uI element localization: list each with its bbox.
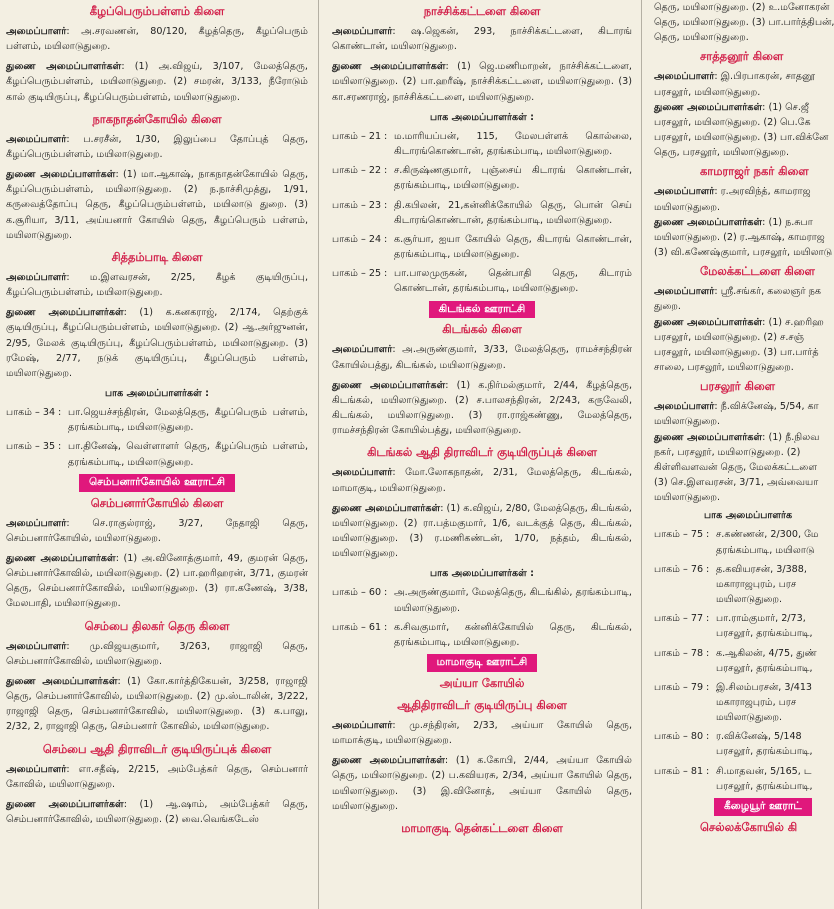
ward-member-line: தரங்கம்பாடி, மயிலாடு: [716, 544, 815, 556]
member-entry: [6, 762, 308, 792]
ward-entry: [332, 232, 632, 262]
member-details: : (1) க.விஜய், 2/80, மேலத்தெரு, கிடங்கல், மயிலாடுதுறை. (2) ரா.பத்மகுமார், 1/6, வடக்குத் தெரு, கிடங்கல், மயிலாடுதுறை. (3) ர.மணிகண்டன், 1/70, நத்தம், கிடங்கல், மயிலாடுதுறை.: [332, 502, 632, 560]
member-entry: [332, 465, 632, 495]
ward-member: தி.கபிலன், 21,கன்னிக்கோயில் தெரு, பொன் செய் கிடாரங்கொண்டான், தரங்கம்பாடி, மயிலாடுதுறை.: [394, 199, 632, 226]
section-heading: செல்லக்கோயில் கி: [700, 819, 798, 834]
line-text: தெரு, மயிலாடுதுறை. (2) உ.மனோகரன்: [654, 2, 830, 13]
role-label: அமைப்பாளர்: [332, 467, 393, 479]
line-text: மயிலாடுதுறை.: [654, 492, 721, 504]
ward-number: பாகம் – 75: [654, 529, 704, 541]
text-line: [654, 360, 800, 375]
ward-entry: [332, 198, 632, 228]
role-label: அமைப்பாளர்: [654, 286, 715, 298]
role-label: துணை அமைப்பாளர்கள்: [332, 755, 445, 767]
line-text: : இ.பிரபாகரன், சாதனூ: [714, 71, 816, 83]
ward-number: பாகம் – 78: [654, 647, 704, 659]
member-details: : (1) அ.வினோத்குமார், 49, குமரன் தெரு, செம்பனார்கோவில், மயிலாடுதுறை. (2) பா.ஹரிஹரன், 3/71, குமரன் தெரு, செம்பனார்கோவில், மயிலாடுதுறை. (3) ரா.கணேஷ், 3/38, மேலபாதி, மயிலாடுதுறை.: [6, 553, 308, 610]
text-line: [654, 445, 800, 460]
panchayat-banner: [332, 301, 632, 319]
text-line: [654, 230, 825, 245]
role-label: அமைப்பாளர்: [332, 26, 393, 38]
section-heading: மாமாகுடி தென்கட்டளை கிளை: [401, 820, 563, 835]
member-details: : ப.சரசீன், 1/30, இலுப்பை தோப்புத் தெரு, கீழப்பெரும்பள்ளம், மயிலாடுதுறை.: [6, 133, 308, 160]
member-entry: [332, 59, 632, 104]
line-text: தெரு, பரசலூர், மயிலாடுதுறை.: [654, 147, 790, 159]
subheading: பாக அமைப்பாளர்கள் :: [104, 388, 210, 400]
member-entry: [332, 501, 632, 562]
panchayat-banner-label: கிடங்கல் ஊராட்சி: [429, 301, 536, 319]
section-heading: கீழப்பெரும்பள்ளம் கிளை: [89, 4, 225, 18]
role-label: துணை அமைப்பாளர்கள்: [654, 101, 763, 113]
role-label: அமைப்பாளர்: [6, 271, 67, 283]
line-text: மயிலாடுதுறை.: [654, 201, 721, 213]
line-text: : (1) ச.ஹரிஹ: [762, 316, 824, 328]
ward-member-line: இ.சிலம்பரசன், 3/413: [716, 681, 813, 693]
line-text: சாலை, பரசலூர், மயிலாடுதுறை.: [654, 362, 794, 374]
line-text: : (1) ந.சுபா: [762, 216, 813, 228]
text-line: [654, 345, 819, 360]
text-line: [654, 245, 833, 260]
ward-number: பாகம் – 61: [332, 621, 382, 633]
text-line: [654, 184, 811, 199]
text-line: [654, 30, 800, 45]
role-label: துணை அமைப்பாளர்கள்: [332, 61, 446, 73]
ward-entry: [654, 764, 813, 794]
section-heading: கிடங்கல் கிளை: [442, 322, 522, 337]
line-text: : ஸ்ரீ.சங்கர், கலைஞர் நக: [714, 286, 822, 298]
ward-colon: :: [706, 563, 710, 575]
ward-member: பா.ஜெயச்சந்திரன், மேலத்தெரு, கீழப்பெரும் பள்ளம், தரங்கம்பாடி, மயிலாடுதுறை.: [68, 407, 308, 434]
member-entry: [332, 24, 632, 54]
ward-member: [716, 646, 817, 676]
text-line: [654, 69, 816, 84]
ward-colon: :: [384, 621, 388, 633]
line-text: (3) செ.இளவரசன், 3/71, அவ்வையா: [654, 476, 819, 488]
role-label: துணை அமைப்பாளர்கள்: [654, 431, 763, 443]
ward-number: பாகம் – 34: [6, 407, 56, 419]
ward-member: [716, 729, 813, 759]
ward-colon: :: [706, 613, 710, 625]
line-text: கிள்ளிவளவன் தெரு, மேலக்கட்டளை: [654, 461, 817, 473]
ward-member-line: ர.விக்னேஷ், 5/148: [716, 731, 802, 743]
panchayat-banner: [654, 798, 800, 816]
ward-member-line: த.கவியரசன், 3/388,: [716, 563, 807, 575]
ward-entry: [654, 646, 817, 676]
ward-number: பாகம் – 76: [654, 563, 704, 575]
ward-colon: :: [384, 268, 388, 280]
ward-member: ச.கிருஷ்ணகுமார், புஞ்சைய் கிடாரங் கொண்டான், தரங்கம்பாடி, மயிலாடுதுறை.: [394, 165, 632, 192]
role-label: துணை அமைப்பாளர்கள்: [654, 316, 763, 328]
role-label: அமைப்பாளர்: [6, 26, 67, 38]
panchayat-banner-label: செம்பனார்கோயில் ஊராட்சி: [79, 474, 235, 492]
member-details: : (1) க.நிர்மல்குமார், 2/44, கீழத்தெரு, கிடங்கல், மயிலாடுதுறை. (2) ச.பாலசந்திரன், 2/243, கருவேலி, கிடங்கல், மயிலாடுதுறை. (3) ரா.ராஜ்கண்ணு, மேலத்தெரு, ராமச்சந்திரன் கோயில்பத்து, மயிலாடுதுறை.: [332, 379, 632, 437]
section-heading: நாகநாதன்கோயில் கிளை: [92, 111, 222, 126]
ward-member-line: சி.மாதவன், 5/165, ட: [716, 765, 812, 777]
ward-number: பாகம் – 77: [654, 613, 704, 625]
ward-colon: :: [384, 233, 388, 245]
line-text: : ர.அரவிந்த், காமராஜ: [714, 186, 811, 198]
member-details: : (1) ஆ.ஷாம், அம்பேத்கர் தெரு, செம்பனார்கோவில், மயிலாடுதுறை. (2) வை.வெங்கடேஸ்: [6, 798, 308, 826]
text-line: [654, 414, 800, 429]
ward-colon: :: [384, 199, 388, 211]
member-details: : மு.சந்திரன், 2/33, அய்யா கோயில் தெரு, மாமாக்குடி, மயிலாடுதுறை.: [332, 720, 632, 747]
line-text: (3) வி.கணேஷ்குமார், பரசலூர், மயிலாடு: [654, 247, 833, 259]
ward-member-line: மயிலாடுதுறை.: [716, 712, 783, 724]
member-details: : (1) மா.ஆகாஷ், நாகநாதன்கோயில் தெரு, கீழப்பெரும்பள்ளம், மயிலாடுதுறை. (2) ந.நாச்சிமுத்து, 1/91, கருவைத்தோப்பு தெரு, கீழப்பெரும்பள்ளம், மயிலாடு துறை. (3) க.சூரியா, 3/11, அய்யனார் கோயில் தெரு, கீழப்பெரும் பள்ளம், மயிலாடுதுறை.: [6, 169, 308, 241]
ward-entry: [332, 129, 632, 159]
ward-colon: :: [384, 130, 388, 142]
text-line: [654, 430, 820, 445]
ward-entry: [654, 562, 807, 607]
panchayat-banner: [332, 654, 632, 672]
column-divider: [641, 0, 642, 909]
ward-member-line: மகாராஜபுரம், பரச: [716, 578, 797, 590]
member-details: : அ.சரவணன், 80/120, கீழத்தெரு, கீழப்பெரும் பள்ளம், மயிலாடுதுறை.: [6, 26, 308, 53]
member-entry: [332, 378, 632, 439]
text-line: [654, 399, 819, 414]
role-label: துணை அமைப்பாளர்கள்: [6, 307, 124, 319]
ward-colon: :: [384, 587, 388, 599]
text-line: [654, 490, 800, 505]
member-details: : செ.ராகுல்ராஜ், 3/27, நேதாஜி தெரு, செம்பனார்கோயில், மயிலாடுதுறை.: [6, 517, 308, 544]
line-text: தெரு, மயிலாடுதுறை. (3) பா.பார்த்திபன்,: [654, 17, 834, 29]
section-heading: நாச்சிக்கட்டளை கிளை: [423, 4, 541, 18]
line-text: பரசலூர், மயிலாடுதுறை. (3) பா.பார்த்: [654, 346, 819, 358]
ward-member-line: ச.கண்ணன், 2/300, மே: [716, 529, 819, 541]
ward-number: பாகம் – 79: [654, 681, 704, 693]
ward-colon: :: [58, 407, 62, 419]
ward-member: க.சிவகுமார், கன்னிக்கோயில் தெரு, கிடங்கல், தரங்கம்பாடி, மயிலாடுதுறை.: [394, 621, 632, 648]
member-details: : மோ.லோகநாதன், 2/31, மேலத்தெரு, கிடங்கல், மாமாகுடி, மயிலாடுதுறை.: [332, 467, 632, 494]
member-details: : மு.விஜயகுமார், 3/263, ராஜாஜி தெரு, செம்பனார்கோவில், மயிலாடுதுறை.: [6, 640, 308, 667]
column-3: [646, 0, 834, 909]
ward-member: [716, 611, 813, 641]
member-entry: [6, 639, 308, 669]
subheading: பாக அமைப்பாளர்க: [704, 510, 793, 522]
line-text: நகர், பரசலூர், மயிலாடுதுறை. (2): [654, 446, 801, 458]
text-line: [654, 100, 809, 115]
ward-entry: [332, 266, 632, 296]
text-line: [654, 115, 811, 130]
member-entry: [332, 718, 632, 748]
role-label: துணை அமைப்பாளர்கள்: [6, 675, 118, 687]
ward-member: [716, 527, 819, 557]
role-label: அமைப்பாளர்: [6, 517, 67, 529]
text-line: [654, 0, 830, 15]
section-heading: காமராஜர் நகர் கிளை: [700, 164, 809, 179]
section-heading: செம்பை ஆதி திராவிடர் குடியிருப்புக் கிளை: [42, 741, 272, 756]
line-text: பரசலூர், மயிலாடுதுறை. (2) பெ.கே: [654, 116, 811, 128]
text-line: [654, 284, 822, 299]
member-entry: [6, 59, 308, 104]
ward-member: [716, 680, 812, 725]
section-heading: செம்பனார்கோயில் கிளை: [90, 495, 224, 510]
text-line: [654, 475, 819, 490]
ward-member: க.சூர்யா, ஐயா கோயில் தெரு, கிடாரங் கொண்டான், தரங்கம்பாடி, மயிலாடுதுறை.: [394, 233, 632, 261]
ward-number: பாகம் – 22: [332, 165, 382, 177]
ward-entry: [332, 585, 632, 615]
section-heading: அய்யா கோயில்: [439, 675, 525, 690]
ward-member: பா.தினேஷ், வெள்ளாளர் தெரு, கீழப்பெரும் பள்ளம், தரங்கம்பாடி, மயிலாடுதுறை.: [68, 441, 308, 468]
ward-member-line: பா.ராம்குமார், 2/73,: [716, 613, 806, 625]
section-heading: மேலக்கட்டளை கிளை: [700, 264, 815, 279]
text-line: [654, 299, 800, 314]
role-label: துணை அமைப்பாளர்கள்: [6, 169, 116, 181]
text-line: [654, 215, 813, 230]
line-text: மயிலாடுதுறை.: [654, 416, 721, 428]
ward-member-line: மகாராஜபுரம், பரச: [716, 697, 797, 708]
role-label: அமைப்பாளர்: [332, 720, 393, 732]
ward-member-line: பரசலூர், தரங்கம்பாடி,: [716, 746, 813, 758]
ward-member-line: பரசலூர், தரங்கம்பாடி,: [716, 628, 813, 640]
ward-number: பாகம் – 25: [332, 268, 382, 280]
role-label: அமைப்பாளர்: [6, 763, 67, 775]
role-label: துணை அமைப்பாளர்கள்: [6, 61, 122, 73]
member-entry: [6, 674, 308, 735]
column-1: [0, 0, 316, 909]
line-text: : நீ.விக்னேஷ், 5/54, கா: [714, 401, 819, 413]
ward-number: பாகம் – 24: [332, 233, 382, 245]
member-entry: [6, 167, 308, 243]
member-entry: [6, 24, 308, 54]
role-label: துணை அமைப்பாளர்கள்: [654, 216, 763, 228]
member-entry: [332, 342, 632, 372]
member-entry: [6, 270, 308, 300]
member-entry: [6, 551, 308, 612]
member-entry: [6, 516, 308, 546]
text-line: [654, 85, 800, 100]
role-label: துணை அமைப்பாளர்கள்: [332, 379, 446, 391]
text-line: [654, 200, 800, 215]
member-details: : (1) அ.விஜய், 3/107, மேலத்தெரு, கீழப்பெரும்பள்ளம், மயிலாடுதுறை. (2) சமரன், 3/133, நீரோடும் கால் குடியிருப்பு, கீழப்பெரும்பள்ளம், மயிலாடுதுறை.: [6, 61, 308, 103]
ward-entry: [654, 527, 819, 557]
member-details: : ம.இளவரசன், 2/25, கீழக் குடியிருப்பு, கீழப்பெரும்பள்ளம், மயிலாடுதுறை.: [6, 271, 308, 299]
ward-member-line: மயிலாடுதுறை.: [716, 594, 783, 606]
role-label: அமைப்பாளர்: [654, 71, 715, 83]
ward-member-line: பரசலூர், தரங்கம்பாடி,: [716, 662, 813, 674]
ward-number: பாகம் – 80: [654, 731, 704, 743]
section-heading: கிடங்கல் ஆதி திராவிடர் குடியிருப்புக் கிளை: [367, 445, 597, 460]
ward-member: அ.அருண்குமார், மேலத்தெரு, கிடங்கில், தரங்கம்பாடி, மயிலாடுதுறை.: [394, 587, 632, 614]
column-divider: [318, 0, 319, 909]
role-label: அமைப்பாளர்: [6, 640, 67, 652]
ward-colon: :: [706, 765, 710, 777]
member-details: : (1) க.கனகராஜ், 2/174, தெற்குக் குடியிருப்பு, கீழப்பெரும்பள்ளம், மயிலாடுதுறை. (2) ஆ.அர்ஜுனன், 2/95, மேலக் குடியிருப்பு, கீழப்பெரும்பள்ளம், மயிலாடுதுறை. (3) ரமேஷ், 2/77, நடுக் குடியிருப்பு, கீழப்பெரும் பள்ளம், மயிலாடுதுறை.: [6, 307, 308, 379]
member-entry: [332, 753, 632, 814]
section-heading: ஆதிதிராவிடர் குடியிருப்பு கிளை: [397, 698, 567, 712]
text-line: [654, 145, 800, 160]
ward-entry: [332, 620, 632, 650]
line-text: மயிலாடுதுறை. (2) ர.ஆகாஷ், காமராஜ: [654, 231, 825, 243]
member-details: : (1) க.கோபி, 2/44, அய்யா கோயில் தெரு, மயிலாடுதுறை. (2) ப.கவியரசு, 2/34, அய்யா கோயில் தெரு, மயிலாடுதுறை. (3) இ.வினோத், அய்யா கோயில் தெரு, மயிலாடுதுறை.: [332, 755, 632, 812]
role-label: அமைப்பாளர்: [654, 186, 715, 198]
text-line: [654, 330, 805, 345]
subheading: பாக அமைப்பாளர்கள் :: [429, 568, 535, 580]
line-text: தெரு, மயிலாடுதுறை.: [654, 32, 749, 44]
panchayat-banner-label: மாமாகுடி ஊராட்சி: [427, 654, 538, 672]
ward-entry: [654, 729, 813, 759]
ward-entry: [332, 163, 632, 193]
ward-member: பா.பாலமுருகன், தென்பாதி தெரு, கிடாரம் கொண்டான், தரங்கம்பாடி, மயிலாடுதுறை.: [394, 268, 632, 295]
role-label: அமைப்பாளர்: [6, 133, 67, 145]
role-label: அமைப்பாளர்: [654, 401, 715, 413]
text-line: [654, 15, 834, 30]
ward-member: [716, 764, 813, 794]
ward-number: பாகம் – 81: [654, 765, 704, 777]
ward-entry: [654, 611, 813, 641]
section-heading: சாத்தனூர் கிளை: [700, 49, 784, 64]
line-text: பரசலூர், மயிலாடுதுறை. (2) ச.சஞ்: [654, 331, 805, 343]
ward-colon: :: [706, 681, 710, 693]
ward-colon: :: [706, 529, 710, 541]
member-details: : (1) ஜெ.மணிமாறன், நாச்சிக்கட்டளை, மயிலாடுதுறை. (2) பா.ஹரீஷ், நாச்சிக்கட்டளை, மயிலாடுதுறை. (3) கா.சரணராஜ், நாச்சிக்கட்டளை, மயிலாடுதுறை.: [332, 61, 632, 103]
ward-number: பாகம் – 60: [332, 587, 382, 599]
member-details: : (1) கோ.கார்த்திகேயன், 3/258, ராஜாஜி தெரு, செம்பனார்கோவில், மயிலாடுதுறை. (2) மு.ஸ்டாலின், 3/222, ராஜாஜி தெரு, செம்பனார்கோவில், மயிலாடுதுறை. (3) க.பாலு, 2/32, 2, ராஜாஜி தெரு, செம்பனார் கோவில், மயிலாடுதுறை.: [6, 675, 308, 733]
text-line: [654, 130, 829, 145]
ward-number: பாகம் – 21: [332, 130, 382, 142]
ward-entry: [6, 439, 308, 469]
member-details: : ஷ.ஜெகன், 293, நாச்சிக்கட்டளை, கிடாரங் கொண்டான், மயிலாடுதுறை.: [332, 26, 632, 53]
role-label: துணை அமைப்பாளர்கள்: [332, 502, 441, 514]
line-text: : (1) நீ.நிலவ: [762, 431, 820, 443]
section-heading: செம்பை திலகர் தெரு கிளை: [84, 618, 230, 633]
panchayat-banner: [6, 474, 308, 492]
member-entry: [6, 305, 308, 381]
ward-member: ம.மாரியப்பன், 115, மேலபள்ளக் கொல்லை, கிடாரங்கொண்டான், தரங்கம்பாடி, மயிலாடுதுறை.: [394, 130, 632, 158]
role-label: துணை அமைப்பாளர்கள்: [6, 553, 116, 565]
ward-member-line: பரசலூர், தரங்கம்பாடி,: [716, 780, 813, 792]
text-line: [654, 315, 824, 330]
role-label: அமைப்பாளர்: [332, 344, 393, 356]
ward-colon: :: [384, 165, 388, 177]
role-label: துணை அமைப்பாளர்கள்: [6, 798, 124, 810]
text-line: [654, 460, 817, 475]
ward-colon: :: [706, 731, 710, 743]
ward-entry: [6, 405, 308, 435]
member-details: : அ.அருண்குமார், 3/33, மேலத்தெரு, ராமச்சந்திரன் கோயில்பத்து, கிடங்கல், மயிலாடுதுறை.: [332, 344, 632, 371]
ward-member: [716, 562, 807, 607]
ward-number: பாகம் – 23: [332, 199, 382, 211]
ward-member-line: க.ஆகிலன், 4/75, துண்: [716, 647, 817, 659]
ward-colon: :: [706, 647, 710, 659]
member-entry: [6, 132, 308, 162]
member-entry: [6, 797, 308, 827]
line-text: பரசலூர், மயிலாடுதுறை.: [654, 86, 761, 98]
ward-number: பாகம் – 35: [6, 441, 56, 453]
section-heading: பரசலூர் கிளை: [700, 379, 775, 394]
line-text: பரசலூர், மயிலாடுதுறை. (3) பா.விக்னே: [654, 132, 829, 144]
member-details: : எா.சதீஷ், 2/215, அம்பேத்கர் தெரு, செம்பனார் கோவில், மயிலாடுதுறை.: [6, 763, 308, 790]
ward-colon: :: [58, 441, 62, 453]
line-text: : (1) செ.ஜீ: [762, 101, 809, 113]
line-text: துறை.: [654, 301, 681, 313]
section-heading: சித்தம்பாடி கிளை: [111, 249, 203, 264]
subheading: பாக அமைப்பாளர்கள் :: [429, 111, 535, 123]
column-2: [322, 0, 638, 909]
ward-entry: [654, 680, 813, 725]
panchayat-banner-label: கீழையூர் ஊராட்: [714, 798, 812, 816]
